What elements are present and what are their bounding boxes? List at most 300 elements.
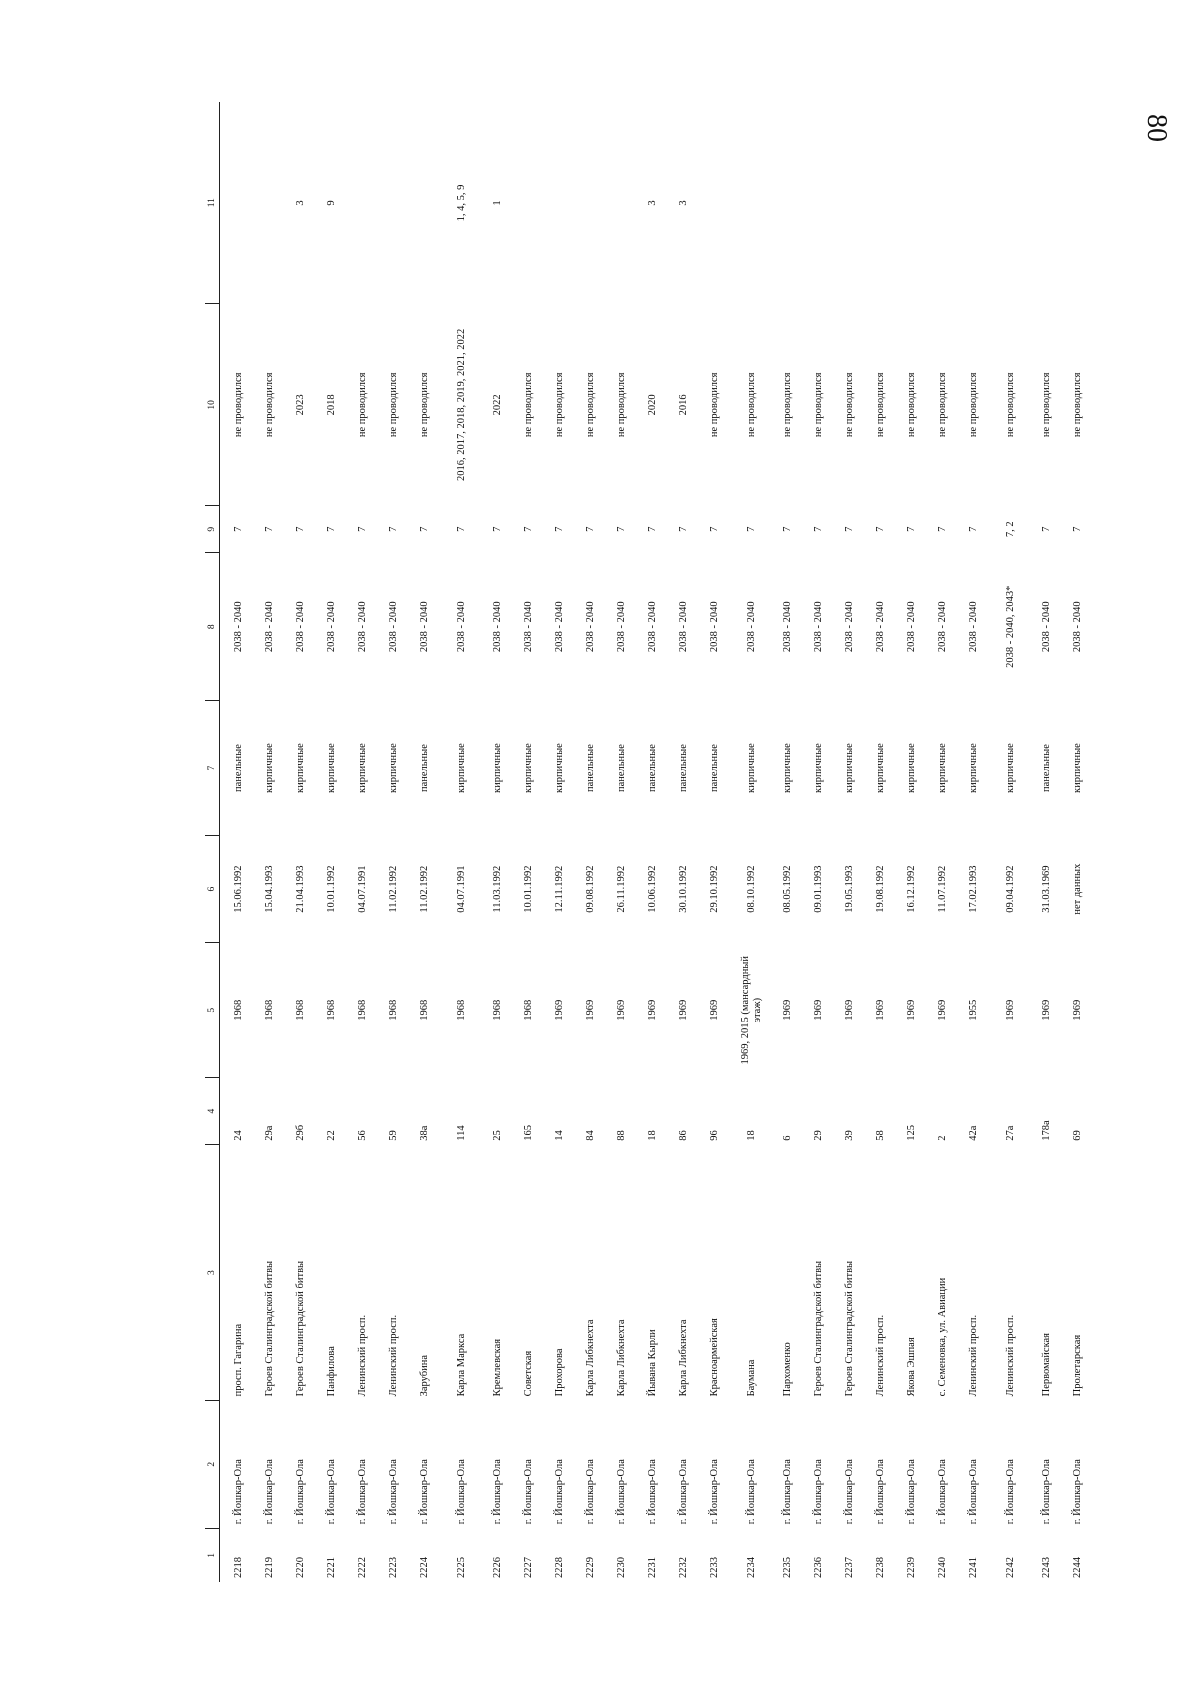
table-cell: Пролетарская [1072, 1334, 1084, 1397]
table-cell: Зарубина [419, 1354, 431, 1397]
table-cell: 7 [678, 526, 690, 532]
table-cell: 2038 - 2040 [233, 601, 245, 653]
table-cell: г. Йошкар-Ола [745, 1459, 757, 1525]
table-cell [835, 102, 866, 304]
table-cell: 2220 [295, 1557, 307, 1578]
table-body [220, 102, 1095, 1582]
table-cell: г. Йошкар-Ола [616, 1459, 628, 1525]
column-header: 2 [205, 1400, 220, 1528]
table-cell: 7 [264, 526, 276, 532]
table-cell: 1968 [388, 999, 400, 1021]
table-cell: кирпичные [906, 743, 918, 793]
rotated-table-container [205, 102, 1084, 1582]
table-cell: 2242 [1004, 1557, 1016, 1578]
table-cell: 1969 [1004, 999, 1016, 1021]
table-cell: 86 [678, 1130, 690, 1141]
table-cell: 69 [1072, 1130, 1084, 1141]
column-header: 5 [205, 943, 220, 1078]
table-cell: кирпичные [554, 743, 566, 793]
table-cell: панельные [1041, 744, 1053, 793]
table-cell: 2223 [388, 1557, 400, 1578]
table-cell: 7 [813, 526, 825, 532]
table-cell: не проводился [554, 372, 566, 438]
table-cell [348, 102, 379, 304]
table-cell: не проводился [264, 372, 276, 438]
table-row [835, 102, 866, 1582]
table-cell: 2038 - 2040 [782, 601, 794, 653]
table-cell: г. Йошкар-Ола [326, 1459, 338, 1525]
table-cell: не проводился [1072, 372, 1084, 438]
table-cell: 1968 [264, 999, 276, 1021]
table-cell: панельные [647, 744, 659, 793]
table-cell: 7 [326, 526, 338, 532]
table-cell: 2240 [937, 1557, 949, 1578]
table-row [348, 102, 379, 1582]
table-cell: 27а [1004, 1125, 1016, 1141]
table-cell: панельные [585, 744, 597, 793]
table-cell: кирпичные [1004, 743, 1016, 793]
table-cell: 7 [745, 526, 757, 532]
table-cell: г. Йошкар-Ола [1072, 1459, 1084, 1525]
table-cell: 2038 - 2040 [968, 601, 980, 653]
table-row [928, 102, 959, 1582]
table-cell: 2038 - 2040 [813, 601, 825, 653]
table-cell: 2038 - 2040 [523, 601, 535, 653]
table-cell: кирпичные [455, 743, 467, 793]
table-cell: просп. Гагарина [233, 1323, 245, 1397]
table-cell: 7 [906, 526, 918, 532]
table-cell: 2016, 2017, 2018, 2019, 2021, 2022 [455, 328, 467, 481]
table-cell: 2038 - 2040 [1072, 601, 1084, 653]
table-cell: 1969 [616, 999, 628, 1021]
column-header: 11 [205, 102, 220, 304]
table-row [990, 102, 1032, 1582]
table-cell [379, 102, 410, 304]
table-row [773, 102, 804, 1582]
table-cell: 42а [968, 1125, 980, 1141]
table-row [638, 102, 669, 1582]
table-cell [928, 102, 959, 304]
table-cell: г. Йошкар-Ола [357, 1459, 369, 1525]
table-cell: Героев Сталинградской битвы [844, 1260, 856, 1397]
table-cell: 09.01.1993 [813, 865, 825, 913]
table-cell: 7 [357, 526, 369, 532]
table-cell: 125 [906, 1125, 918, 1141]
table-cell: 10.06.1992 [647, 865, 659, 913]
table-row [700, 102, 731, 1582]
table-row [1063, 102, 1094, 1582]
column-header: 10 [205, 304, 220, 506]
table-cell: не проводился [844, 372, 856, 438]
table-cell: 1968 [419, 999, 431, 1021]
table-cell: 2038 - 2040 [388, 601, 400, 653]
table-row [410, 102, 441, 1582]
table-cell: 2016 [678, 394, 690, 416]
table-cell: 1969 [709, 999, 721, 1021]
table-cell: 19.08.1992 [875, 865, 887, 913]
table-cell: 04.07.1991 [455, 865, 467, 913]
table-cell: 11.03.1992 [492, 865, 504, 913]
table-cell: панельные [709, 744, 721, 793]
table-cell [897, 102, 928, 304]
table-cell: 14 [554, 1130, 566, 1141]
table-cell: Первомайская [1041, 1333, 1053, 1397]
table-cell: 29.10.1992 [709, 865, 721, 913]
table-cell: Прохорова [554, 1348, 566, 1397]
table-cell: не проводился [1041, 372, 1053, 438]
table-cell: 2243 [1041, 1557, 1053, 1578]
table-cell: Карла Либкнехта [678, 1319, 690, 1397]
table-cell: 2038 - 2040 [616, 601, 628, 653]
table-cell: 2038 - 2040 [906, 601, 918, 653]
table-cell: не проводился [875, 372, 887, 438]
table-row [866, 102, 897, 1582]
table-cell: Панфилова [326, 1346, 338, 1397]
table-cell: 2038 - 2040 [295, 601, 307, 653]
table-cell [866, 102, 897, 304]
table-cell: Героев Сталинградской битвы [813, 1260, 825, 1397]
table-cell [576, 102, 607, 304]
table-cell: 08.05.1992 [782, 865, 794, 913]
table-cell: Ленинский просп. [1004, 1314, 1016, 1397]
table-cell: 2219 [264, 1557, 276, 1578]
table-cell: не проводился [1004, 372, 1016, 438]
table-cell: г. Йошкар-Ола [419, 1459, 431, 1525]
table-row [1032, 102, 1063, 1582]
table-cell: 2228 [554, 1557, 566, 1578]
table-cell: кирпичные [782, 743, 794, 793]
table-cell: г. Йошкар-Ола [1041, 1459, 1053, 1525]
table-cell [804, 102, 835, 304]
table-cell: 88 [616, 1130, 628, 1141]
column-header: 1 [205, 1528, 220, 1582]
table-cell: не проводился [585, 372, 597, 438]
table-cell: панельные [233, 744, 245, 793]
table-cell: 7 [647, 526, 659, 532]
table-cell: 1969 [585, 999, 597, 1021]
table-cell: г. Йошкар-Ола [264, 1459, 276, 1525]
table-cell: 9 [326, 200, 338, 206]
table-row [576, 102, 607, 1582]
column-header: 8 [205, 553, 220, 701]
table-cell: 2233 [709, 1557, 721, 1578]
table-cell: 2222 [357, 1557, 369, 1578]
column-header: 4 [205, 1077, 220, 1144]
table-cell: Советская [523, 1350, 535, 1397]
table-cell: 1969, 2015 (мансардный этаж) [739, 956, 763, 1065]
table-cell: кирпичные [326, 743, 338, 793]
table-cell: 3 [647, 200, 659, 206]
table-cell: г. Йошкар-Ола [937, 1459, 949, 1525]
table-cell: 2239 [906, 1557, 918, 1578]
table-cell: 12.11.1992 [554, 865, 566, 913]
table-cell: не проводился [233, 372, 245, 438]
table-cell: кирпичные [875, 743, 887, 793]
table-cell: кирпичные [523, 743, 535, 793]
table-cell: 2038 - 2040 [647, 601, 659, 653]
table-cell: 2244 [1072, 1557, 1084, 1578]
table-cell: 2241 [968, 1557, 980, 1578]
table-cell: 15.04.1993 [264, 865, 276, 913]
table-cell: 3 [678, 200, 690, 206]
table-cell: 1968 [492, 999, 504, 1021]
table-cell: 7 [844, 526, 856, 532]
table-cell: 2038 - 2040, 2043* [1004, 585, 1016, 668]
table-cell: 7 [554, 526, 566, 532]
table-cell: г. Йошкар-Ола [455, 1459, 467, 1525]
table-cell: 11.02.1992 [419, 865, 431, 913]
table-cell: 2224 [419, 1557, 431, 1578]
table-cell: не проводился [937, 372, 949, 438]
header-row [205, 102, 220, 1582]
column-header: 7 [205, 701, 220, 836]
table-row [483, 102, 514, 1582]
table-cell: 1969 [554, 999, 566, 1021]
table-cell: 7 [875, 526, 887, 532]
table-cell: кирпичные [264, 743, 276, 793]
table-cell: Ленинский просп. [388, 1314, 400, 1397]
table-cell [773, 102, 804, 304]
table-cell: 178а [1041, 1120, 1053, 1141]
table-cell: 2230 [616, 1557, 628, 1578]
table-cell [545, 102, 576, 304]
table-cell: Красноармейская [709, 1318, 721, 1397]
table-cell: 1969 [875, 999, 887, 1021]
table-cell: кирпичные [388, 743, 400, 793]
table-cell: не проводился [968, 372, 980, 438]
column-header: 9 [205, 506, 220, 553]
table-cell: г. Йошкар-Ола [968, 1459, 980, 1525]
table-cell: 2023 [295, 394, 307, 416]
table-cell: 7 [616, 526, 628, 532]
table-cell: Героев Сталинградской битвы [295, 1260, 307, 1397]
table-cell: не проводился [782, 372, 794, 438]
table-cell: Карла Либкнехта [585, 1319, 597, 1397]
table-cell: 08.10.1992 [745, 865, 757, 913]
table-cell: 2231 [647, 1557, 659, 1578]
table-cell: 2038 - 2040 [326, 601, 338, 653]
table-cell: 2218 [233, 1557, 245, 1578]
table-cell: кирпичные [492, 743, 504, 793]
table-cell: не проводился [906, 372, 918, 438]
table-cell: 38а [419, 1125, 431, 1141]
table-cell: 1 [492, 200, 504, 206]
table-cell: 29б [295, 1124, 307, 1141]
table-cell: 2038 - 2040 [875, 601, 887, 653]
table-cell [607, 102, 638, 304]
table-cell: 24 [233, 1130, 245, 1141]
table-cell: 1, 4, 5, 9 [455, 184, 467, 222]
table-cell: кирпичные [813, 743, 825, 793]
table-cell: 1968 [357, 999, 369, 1021]
table-cell: не проводился [616, 372, 628, 438]
table-cell: 7 [419, 526, 431, 532]
table-cell [1063, 102, 1094, 304]
table-cell: 22 [326, 1130, 338, 1141]
table-cell: г. Йошкар-Ола [647, 1459, 659, 1525]
table-cell: не проводился [813, 372, 825, 438]
table-cell: с. Семеновка, ул. Авиации [937, 1277, 949, 1397]
table-cell: не проводился [357, 372, 369, 438]
table-row [545, 102, 576, 1582]
table-cell [255, 102, 286, 304]
table-cell: г. Йошкар-Ола [1004, 1459, 1016, 1525]
table-cell: 1969 [844, 999, 856, 1021]
table-row [286, 102, 317, 1582]
table-cell: не проводился [419, 372, 431, 438]
table-cell: кирпичные [357, 743, 369, 793]
table-cell: 3 [295, 200, 307, 206]
table-cell: Ленинский просп. [968, 1314, 980, 1397]
table-cell: 2225 [455, 1557, 467, 1578]
table-cell: 11.07.1992 [937, 865, 949, 913]
table-cell: 2038 - 2040 [419, 601, 431, 653]
table-cell: 2038 - 2040 [554, 601, 566, 653]
table-cell: 2038 - 2040 [357, 601, 369, 653]
table-cell: нет данных [1072, 863, 1084, 915]
table-cell: 2020 [647, 394, 659, 416]
table-cell: 2221 [326, 1557, 338, 1578]
table-cell: г. Йошкар-Ола [492, 1459, 504, 1525]
table-cell: 2038 - 2040 [492, 601, 504, 653]
table-row [607, 102, 638, 1582]
table-cell: 7 [585, 526, 597, 532]
table-cell: 7 [1041, 526, 1053, 532]
table-cell: 2238 [875, 1557, 887, 1578]
table-row [959, 102, 990, 1582]
table-cell: 15.06.1992 [233, 865, 245, 913]
table-cell: 10.01.1992 [326, 865, 338, 913]
table-cell: 96 [709, 1130, 721, 1141]
table-row [441, 102, 483, 1582]
table-cell: 56 [357, 1130, 369, 1141]
table-cell: 31.03.1969 [1041, 865, 1053, 913]
table-cell: 7 [455, 526, 467, 532]
table-row [804, 102, 835, 1582]
table-cell: 7, 2 [1004, 521, 1016, 538]
table-cell: 16.12.1992 [906, 865, 918, 913]
table-row [220, 102, 256, 1582]
table-cell: 2018 [326, 394, 338, 416]
table-cell: 1968 [295, 999, 307, 1021]
table-cell: 29 [813, 1130, 825, 1141]
table-cell: 11.02.1992 [388, 865, 400, 913]
table-cell: 7 [937, 526, 949, 532]
table-cell: 1969 [678, 999, 690, 1021]
table-cell: 2038 - 2040 [264, 601, 276, 653]
table-cell: 2038 - 2040 [844, 601, 856, 653]
table-cell: 1969 [782, 999, 794, 1021]
table-cell: г. Йошкар-Ола [388, 1459, 400, 1525]
table-cell [1032, 102, 1063, 304]
table-cell: 39 [844, 1130, 856, 1141]
table-cell: 2038 - 2040 [585, 601, 597, 653]
table-row [897, 102, 928, 1582]
table-cell [990, 102, 1032, 304]
table-cell: 2229 [585, 1557, 597, 1578]
table-cell: 21.04.1993 [295, 865, 307, 913]
table-cell: кирпичные [295, 743, 307, 793]
table-row [514, 102, 545, 1582]
table-cell: 1968 [233, 999, 245, 1021]
table-cell: не проводился [745, 372, 757, 438]
table-cell: 2226 [492, 1557, 504, 1578]
table-cell: 2234 [745, 1557, 757, 1578]
table-cell: 04.07.1991 [357, 865, 369, 913]
table-cell: 114 [455, 1125, 467, 1141]
table-cell: Йывана Кырли [647, 1329, 659, 1397]
table-cell: 2038 - 2040 [455, 601, 467, 653]
table-cell: 1969 [647, 999, 659, 1021]
table-cell: кирпичные [937, 743, 949, 793]
table-cell: 2038 - 2040 [1041, 601, 1053, 653]
table-cell: 7 [709, 526, 721, 532]
table-cell: г. Йошкар-Ола [233, 1459, 245, 1525]
table-cell: г. Йошкар-Ола [875, 1459, 887, 1525]
table-cell: 2232 [678, 1557, 690, 1578]
table-cell: 7 [968, 526, 980, 532]
table-cell [959, 102, 990, 304]
table-cell: Якова Эшпая [906, 1337, 918, 1397]
table-cell: кирпичные [968, 743, 980, 793]
column-header: 3 [205, 1145, 220, 1401]
table-cell: 1968 [523, 999, 535, 1021]
table-cell: не проводился [523, 372, 535, 438]
table-cell: г. Йошкар-Ола [906, 1459, 918, 1525]
table-cell: 18 [647, 1130, 659, 1141]
table-row [379, 102, 410, 1582]
table-row [255, 102, 286, 1582]
table-cell: 7 [523, 526, 535, 532]
table-cell: 2038 - 2040 [678, 601, 690, 653]
table-cell: Героев Сталинградской битвы [264, 1260, 276, 1397]
table-cell: г. Йошкар-Ола [554, 1459, 566, 1525]
table-cell: 7 [492, 526, 504, 532]
page-number: 80 [1141, 114, 1172, 142]
table-cell: г. Йошкар-Ола [585, 1459, 597, 1525]
table-cell: Кремлевская [492, 1338, 504, 1397]
table-cell: не проводился [709, 372, 721, 438]
housing-table [205, 102, 1094, 1582]
table-cell: 2038 - 2040 [709, 601, 721, 653]
table-cell [731, 102, 773, 304]
table-cell: 29а [264, 1125, 276, 1141]
table-cell: 2235 [782, 1557, 794, 1578]
table-row [669, 102, 700, 1582]
table-cell: 2038 - 2040 [745, 601, 757, 653]
table-cell: 59 [388, 1130, 400, 1141]
table-cell: 1969 [937, 999, 949, 1021]
table-cell: кирпичные [745, 743, 757, 793]
table-cell: панельные [678, 744, 690, 793]
table-cell: панельные [616, 744, 628, 793]
table-cell: 2227 [523, 1557, 535, 1578]
table-cell: 30.10.1992 [678, 865, 690, 913]
table-cell: 17.02.1993 [968, 865, 980, 913]
table-cell: г. Йошкар-Ола [782, 1459, 794, 1525]
table-cell: 1969 [906, 999, 918, 1021]
table-cell: 19.05.1993 [844, 865, 856, 913]
table-cell: 1969 [1072, 999, 1084, 1021]
table-cell: г. Йошкар-Ола [523, 1459, 535, 1525]
table-cell [514, 102, 545, 304]
table-cell: 7 [782, 526, 794, 532]
table-cell: 18 [745, 1130, 757, 1141]
table-cell: 10.01.1992 [523, 865, 535, 913]
table-cell: г. Йошкар-Ола [709, 1459, 721, 1525]
table-row [317, 102, 348, 1582]
table-cell: Баумана [745, 1359, 757, 1397]
